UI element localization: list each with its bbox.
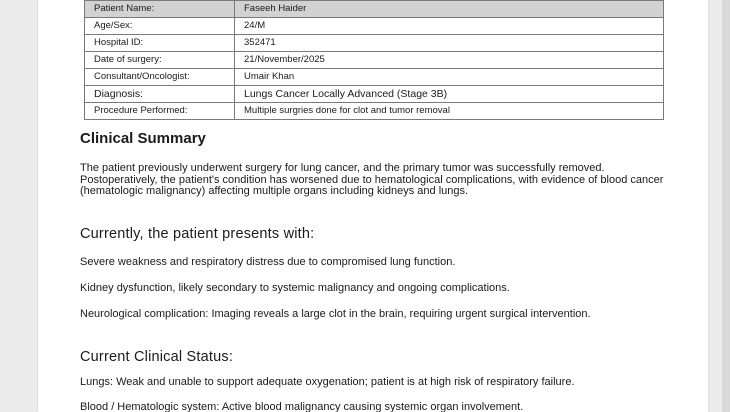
table-row [85, 35, 664, 52]
presents-item: Kidney dysfunction, likely secondary to systemic malignancy and ongoing complications. [80, 282, 510, 294]
presents-heading: Currently, the patient presents with: [80, 226, 315, 242]
clinical-summary-text: The patient previously underwent surgery for lung cancer, and the primary tumor was successfully removed. Postoperatively, the patient's condition has worsened due to hematological complications, with evidence of blood cancer (hematologic malignancy) affecting multiple organs including kidneys and lungs. [80, 162, 664, 197]
table-row [85, 1, 664, 18]
diagnosis-value: Lungs Cancer Locally Advanced (Stage 3B) [235, 86, 664, 103]
row-label: Patient Name: [85, 1, 235, 18]
presents-item: Severe weakness and respiratory distress due to compromised lung function. [80, 256, 456, 268]
row-label: Hospital ID: [85, 35, 235, 52]
table-row [85, 69, 664, 86]
patient-info-table [84, 0, 664, 120]
status-item: Blood / Hematologic system: Active blood malignancy causing systemic organ involvement. [80, 401, 524, 412]
table-row [85, 103, 664, 120]
table-row [85, 52, 664, 69]
hospital-id-value: 352471 [235, 35, 664, 52]
table-row [85, 86, 664, 103]
status-item: Lungs: Weak and unable to support adequate oxygenation; patient is at high risk of respiratory failure. [80, 376, 575, 388]
patient-name-value: Faseeh Haider [235, 1, 664, 18]
report-page [38, 0, 708, 412]
row-label: Age/Sex: [85, 18, 235, 35]
row-label: Consultant/Oncologist: [85, 69, 235, 86]
row-label: Diagnosis: [85, 86, 235, 103]
row-label: Date of surgery: [85, 52, 235, 69]
presents-item: Neurological complication: Imaging reveals a large clot in the brain, requiring urgent surgical intervention. [80, 308, 591, 320]
table-row [85, 18, 664, 35]
clinical-summary-heading: Clinical Summary [80, 130, 206, 147]
procedure-value: Multiple surgries done for clot and tumor removal [235, 103, 664, 120]
age-sex-value: 24/M [235, 18, 664, 35]
row-label: Procedure Performed: [85, 103, 235, 120]
status-heading: Current Clinical Status: [80, 349, 234, 365]
surgery-date-value: 21/November/2025 [235, 52, 664, 69]
consultant-value: Umair Khan [235, 69, 664, 86]
scrollbar-track[interactable] [722, 0, 730, 412]
